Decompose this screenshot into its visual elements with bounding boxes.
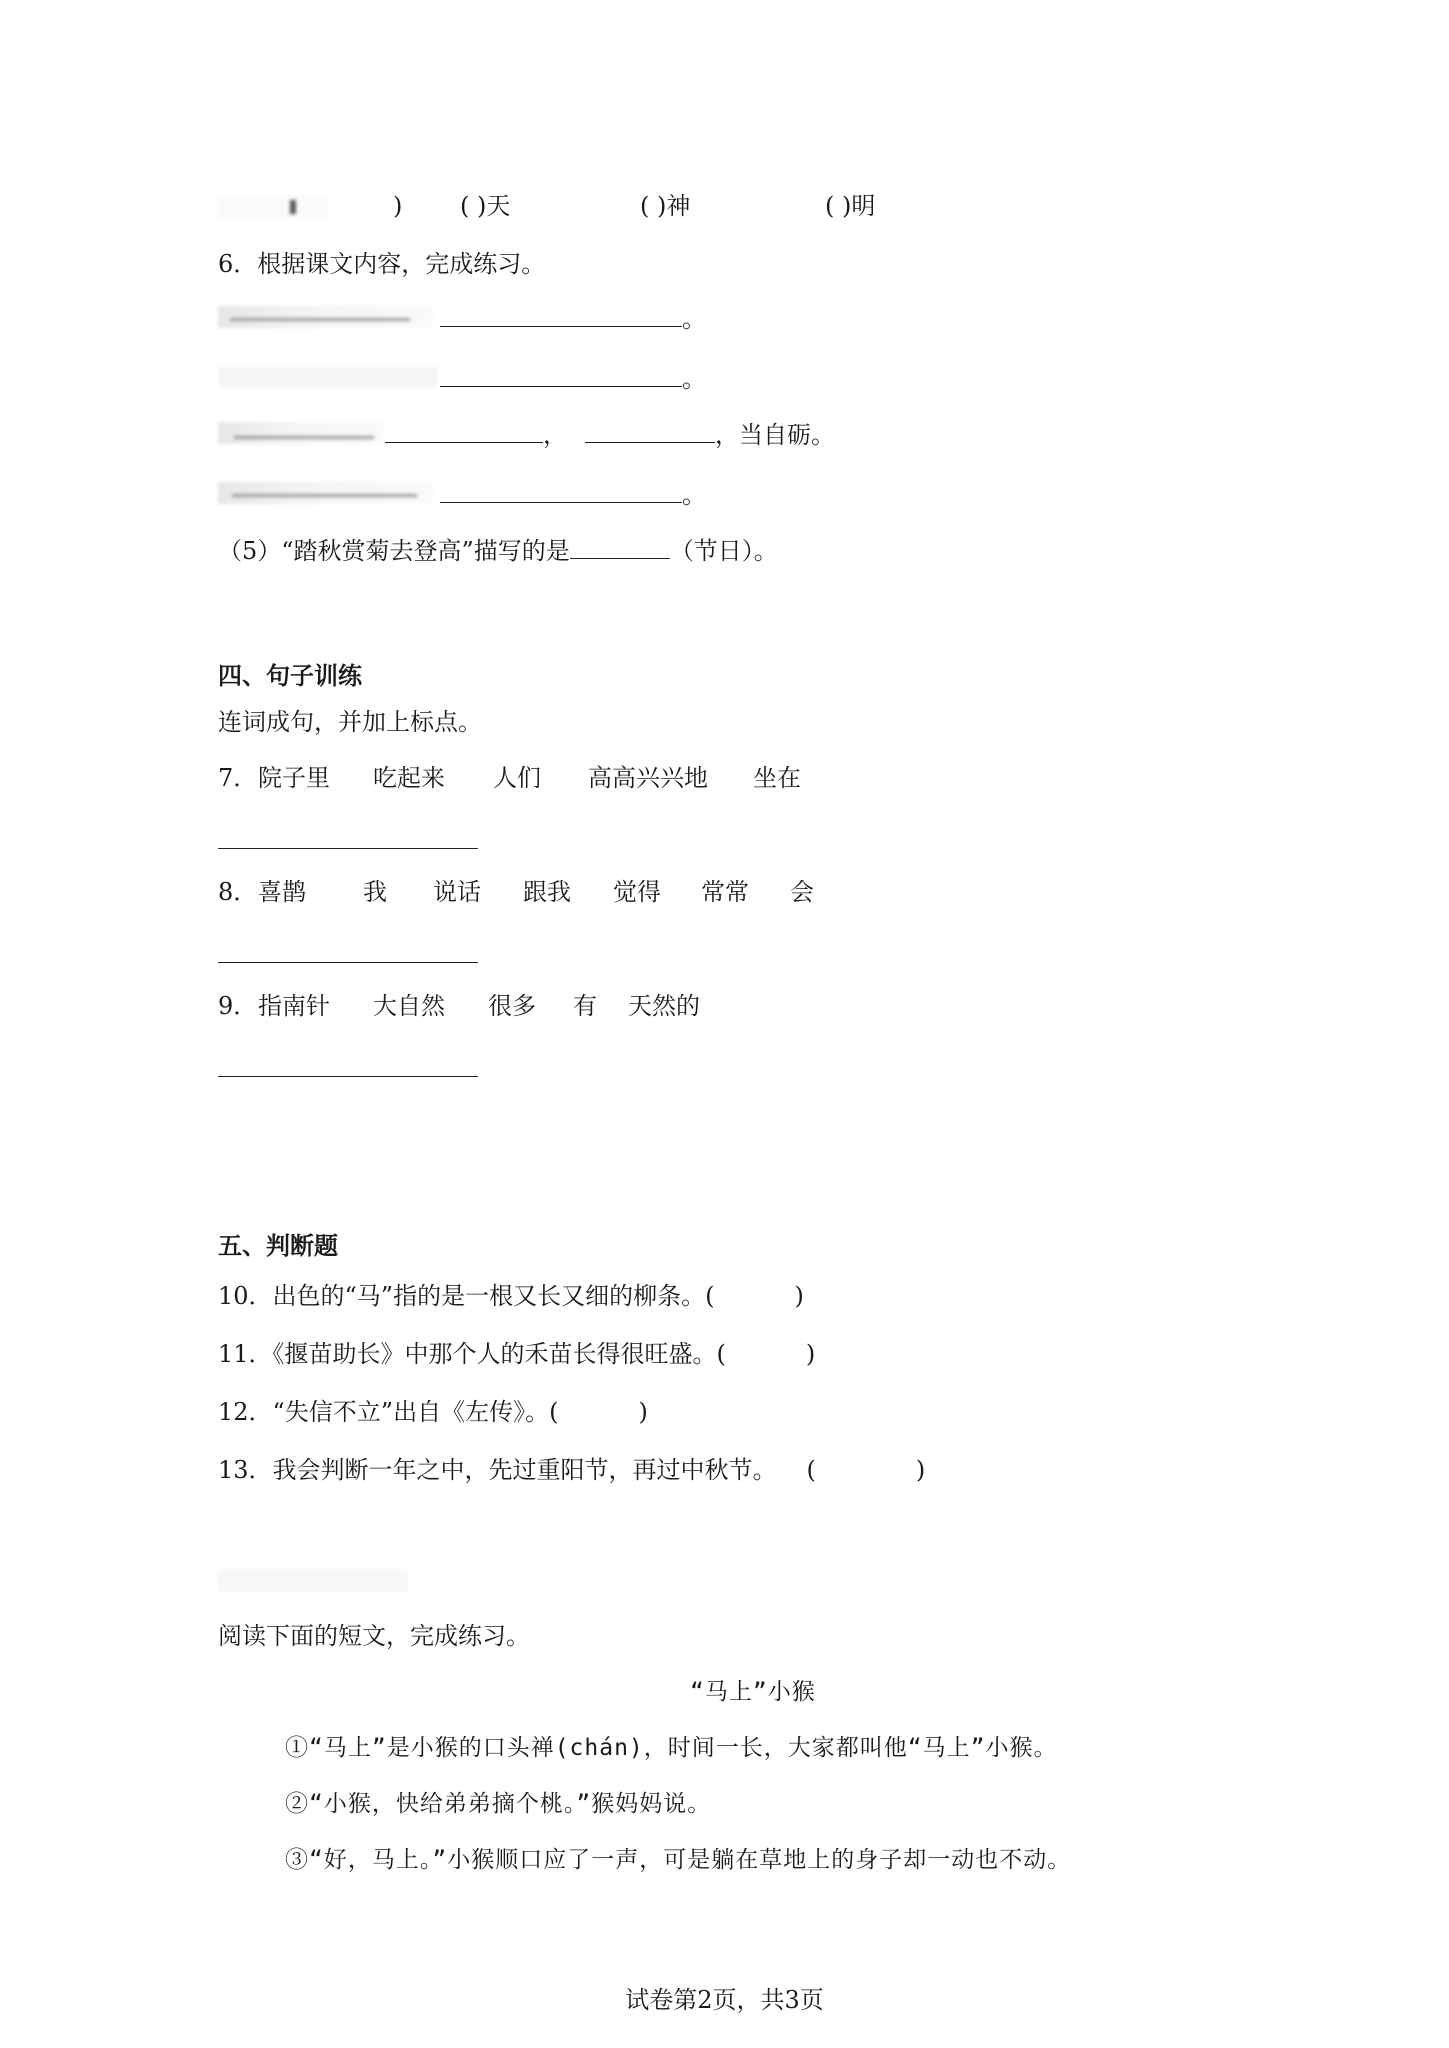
q6-item5: （5）“踏秋赏菊去登高”描写的是 （节日）。 <box>218 534 778 567</box>
top-row-item3: ( )神 <box>640 192 691 220</box>
fill-blank[interactable] <box>440 362 682 387</box>
top-row-item2: ( )天 <box>460 192 511 220</box>
story-paragraph: ③“好，马上。”小猴顺口应了一声，可是躺在草地上的身子却一动也不动。 <box>285 1847 1072 1873</box>
answer-line[interactable] <box>218 1076 478 1077</box>
story-paragraph: ①“马上”是小猴的口头禅(chán)，时间一长，大家都叫他“马上”小猴。 <box>285 1735 1058 1761</box>
answer-line[interactable] <box>218 848 478 849</box>
obscured-text <box>218 422 383 444</box>
section-title: 五、判断题 <box>218 1232 338 1260</box>
answer-line[interactable] <box>218 962 478 963</box>
q6-line3: ， ，当自砺。 <box>385 418 835 451</box>
reading-instruction: 阅读下面的短文，完成练习。 <box>218 1622 530 1650</box>
story-title: “马上”小猴 <box>690 1679 816 1705</box>
obscured-text <box>218 196 328 218</box>
page-footer: 试卷第2页，共3页 <box>625 1986 824 2014</box>
fill-blank[interactable] <box>440 302 682 327</box>
q10: 10．出色的“马”指的是一根又长又细的柳条。( ) <box>218 1282 804 1310</box>
q9: 9． 指南针 大自然 很多 有 天然的 <box>218 992 700 1020</box>
section-title: 四、句子训练 <box>218 662 362 690</box>
q13: 13．我会判断一年之中，先过重阳节，再过中秋节。 ( ) <box>218 1456 926 1484</box>
q11: 11．《揠苗助长》中那个人的禾苗长得很旺盛。( ) <box>218 1340 816 1368</box>
section-instruction: 连词成句，并加上标点。 <box>218 708 482 736</box>
story-paragraph: ②“小猴，快给弟弟摘个桃。”猴妈妈说。 <box>285 1791 712 1817</box>
fill-blank[interactable] <box>440 478 682 503</box>
q6-line2: 。 <box>440 362 706 395</box>
obscured-text <box>218 306 433 328</box>
fill-blank[interactable] <box>585 418 715 443</box>
top-row-item1-close: ) <box>393 192 403 220</box>
fill-blank[interactable] <box>570 534 670 559</box>
q8: 8． 喜鹊 我 说话 跟我 觉得 常常 会 <box>218 878 814 906</box>
obscured-text <box>218 482 433 504</box>
top-row-item4: ( )明 <box>825 192 876 220</box>
fill-blank[interactable] <box>385 418 543 443</box>
q12: 12．“失信不立”出自《左传》。( ) <box>218 1398 648 1426</box>
obscured-text <box>218 1570 408 1592</box>
q6-label: 6．根据课文内容，完成练习。 <box>218 250 546 278</box>
q7: 7． 院子里 吃起来 人们 高高兴兴地 坐在 <box>218 764 801 792</box>
obscured-text <box>218 366 438 388</box>
q6-line4: 。 <box>440 478 706 511</box>
q6-line1: 。 <box>440 302 706 335</box>
